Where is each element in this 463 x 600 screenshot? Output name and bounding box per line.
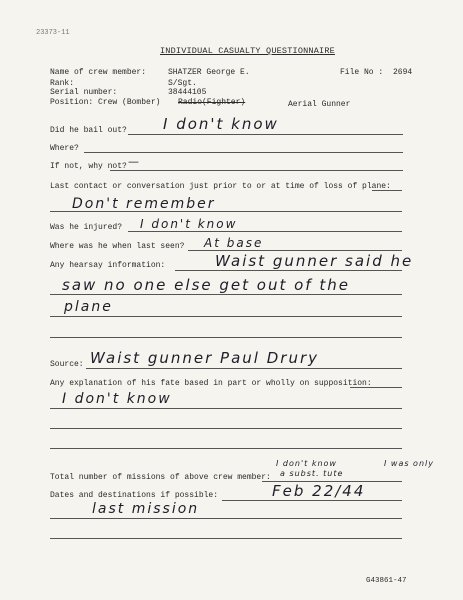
name-label: Name of crew member: <box>50 68 147 77</box>
missions-answer-note-c: a subst. tute <box>280 469 344 478</box>
injured-line <box>128 231 402 232</box>
total-missions-question: Total number of missions of above crew member: <box>50 473 271 482</box>
hearsay-line-3 <box>50 316 402 317</box>
source-answer: Waist gunner Paul Drury <box>90 349 319 367</box>
where-question: Where? <box>50 144 79 153</box>
hearsay-line-4 <box>50 337 402 338</box>
last-contact-answer: Don't remember <box>72 196 216 212</box>
serial-value: 38444105 <box>168 88 207 97</box>
dates-answer-line-2: last mission <box>92 501 200 517</box>
serial-label: Serial number: <box>50 88 118 97</box>
position-label: Position: Crew (Bomber) <box>50 98 161 107</box>
where-seen-line <box>188 250 402 251</box>
missions-answer-note-a: I don't know <box>276 459 337 468</box>
explanation-question: Any explanation of his fate based in part or wholly on supposition: <box>50 379 372 388</box>
hearsay-question: Any hearsay information: <box>50 261 166 270</box>
explanation-line-tail <box>350 387 402 388</box>
injured-question: Was he injured? <box>50 223 123 232</box>
position-value: Aerial Gunner <box>288 100 351 109</box>
last-contact-line <box>50 211 402 212</box>
hearsay-answer-line-3: plane <box>64 299 113 315</box>
file-no-label: File No : <box>340 68 384 77</box>
bail-out-line <box>128 134 403 135</box>
bail-out-question: Did he bail out? <box>50 126 127 135</box>
if-not-answer: — <box>128 155 141 168</box>
last-contact-line-tail <box>372 190 402 191</box>
dates-line-3 <box>50 538 402 539</box>
hearsay-line-2 <box>50 294 402 295</box>
dates-line-2 <box>50 518 402 519</box>
source-question: Source: <box>50 360 84 369</box>
if-not-question: If not, why not? <box>50 162 127 171</box>
injured-answer: I don't know <box>140 217 238 231</box>
rank-label: Rank: <box>50 79 75 88</box>
file-no-value: 2694 <box>393 68 413 77</box>
document-reference: 23373-11 <box>36 29 70 37</box>
rank-value: S/Sgt. <box>168 79 197 88</box>
if-not-line <box>110 170 403 171</box>
hearsay-answer-line-2: saw no one else get out of the <box>62 276 350 294</box>
name-value: SHATZER George E. <box>168 68 250 77</box>
document-title: INDIVIDUAL CASUALTY QUESTIONNAIRE <box>160 46 335 56</box>
position-struck-option: Radio(Fighter) <box>178 98 246 107</box>
dates-line <box>222 500 402 501</box>
where-line <box>84 152 403 153</box>
explanation-answer: I don't know <box>62 391 172 407</box>
explanation-line-3 <box>50 448 402 449</box>
hearsay-answer-line-1: Waist gunner said he <box>215 252 414 270</box>
bail-out-answer: I don't know <box>163 115 279 133</box>
explanation-line-2 <box>50 428 402 429</box>
where-seen-question: Where was he when last seen? <box>50 242 185 251</box>
last-contact-question: Last contact or conversation just prior to or at time of loss of plane: <box>50 182 391 191</box>
missions-answer-note-b: I was only <box>384 459 434 468</box>
dates-answer: Feb 22/44 <box>272 482 366 500</box>
explanation-line-1 <box>50 408 402 409</box>
source-line <box>86 368 402 369</box>
footer-stamp: G43861-47 <box>366 577 407 585</box>
dates-question: Dates and destinations if possible: <box>50 491 219 500</box>
where-seen-answer: At base <box>204 236 264 250</box>
hearsay-line-1 <box>175 270 402 271</box>
